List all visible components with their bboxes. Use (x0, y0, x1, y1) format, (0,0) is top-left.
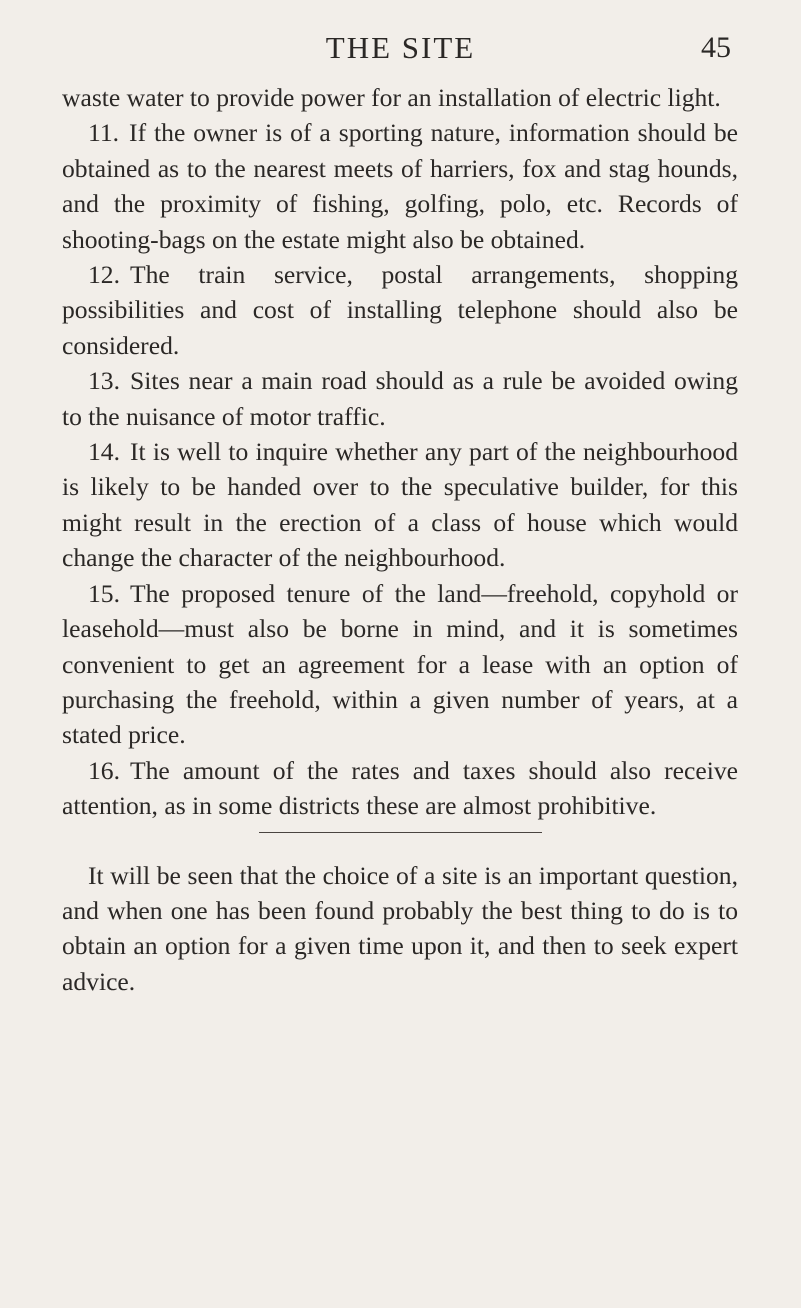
paragraph-item-12 (62, 257, 738, 363)
paragraph-text: If the owner is of a sporting nature, information should be obtained as to the nearest meets of harriers, fox and stag hounds, and the proximity of fishing, golfing, polo, etc. Records of shooting-bags on the estate might also be obtained. (62, 118, 738, 254)
paragraph-continued (62, 80, 738, 115)
paragraph-item-14 (62, 434, 738, 576)
page-number: 45 (701, 31, 731, 64)
paragraph-text: It is well to inquire whether any part of the neighbourhood is likely to be handed over to the speculative builder, for this might result in the erection of a class of house which would change the character of the neighbourhood. (62, 437, 738, 573)
running-head (0, 28, 801, 68)
item-number: 16. (88, 755, 120, 785)
paragraph-text: The train service, postal arrangements, shopping possibilities and cost of installing telephone should also be considered. (62, 260, 738, 360)
section-divider (259, 832, 542, 833)
paragraph-item-16 (62, 753, 738, 824)
paragraph-text: The proposed tenure of the land—freehold, copyhold or leasehold—must also be borne in mind, and it is sometimes convenient to get an agreement for a lease with an option of purchasing the freehold, within a given number of years, at a stated price. (62, 578, 738, 750)
item-number: 13. (88, 366, 120, 396)
paragraph-text: waste water to provide power for an installation of electric light. (62, 83, 721, 112)
paragraph-item-15 (62, 576, 738, 753)
paragraph-text: The amount of the rates and taxes should also receive attention, as in some districts these are almost prohibitive. (62, 755, 738, 821)
paragraph-item-13 (62, 363, 738, 434)
paragraph-text: Sites near a main road should as a rule be avoided owing to the nuisance of motor traffic. (62, 366, 738, 431)
paragraph-item-11 (62, 115, 738, 257)
item-number: 15. (88, 578, 120, 608)
item-number: 12. (88, 260, 120, 290)
item-number: 11. (88, 118, 120, 148)
conclusion-paragraph: It will be seen that the choice of a site is an important question, and when one has been found probably the best thing to do is to obtain an option for a given time upon it, and then to seek expert advice. (62, 860, 738, 996)
item-number: 14. (88, 437, 120, 467)
body-text (62, 80, 738, 999)
chapter-title: THE SITE (325, 30, 476, 65)
